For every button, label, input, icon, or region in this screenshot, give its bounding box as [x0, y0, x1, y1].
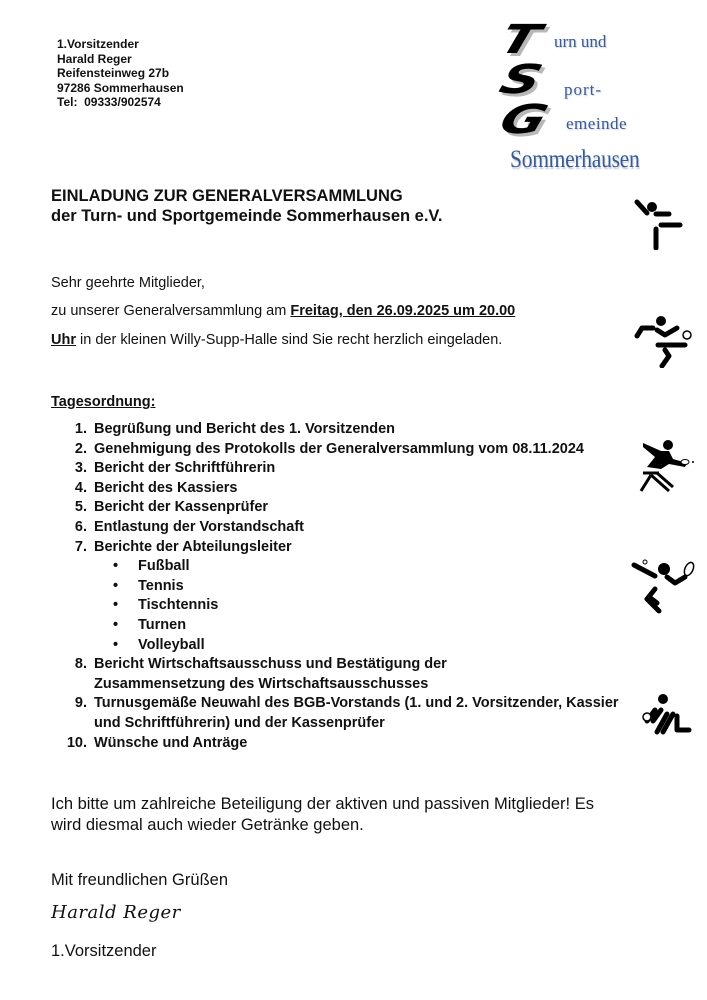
- logo-row-turn: [494, 17, 690, 63]
- agenda-item-number: 3.: [74, 460, 87, 477]
- department-name: Turnen: [138, 616, 187, 633]
- agenda-item: [51, 440, 621, 460]
- sender-phone: Tel: 09333/902574: [57, 95, 161, 110]
- department-item: [51, 636, 621, 656]
- agenda-item-text: Berichte der Abteilungsleiter: [94, 538, 292, 555]
- agenda-item-number: 4.: [74, 479, 87, 496]
- department-name: Volleyball: [138, 636, 205, 653]
- meeting-location: in der kleinen Willy-Supp-Halle sind Sie recht herzlich eingeladen.: [75, 332, 503, 348]
- department-name: Fußball: [138, 558, 190, 575]
- bullet: •: [113, 558, 119, 575]
- department-item: [51, 596, 621, 616]
- agenda-item-number: 8.: [74, 656, 87, 673]
- agenda-item-text: Turnusgemäße Neuwahl des BGB-Vorstands (1. und 2. Vorsitzender, Kassier und Schriftführerin) und der Kassenprüfer: [94, 695, 619, 731]
- agenda-item-text: Bericht der Schriftführerin: [94, 460, 276, 477]
- agenda-item-text: Bericht der Kassenprüfer: [94, 499, 269, 516]
- agenda-item: [51, 518, 621, 538]
- bullet: •: [113, 616, 119, 633]
- document-title: [51, 186, 443, 226]
- title-line-1: EINLADUNG ZUR GENERALVERSAMMLUNG: [51, 187, 403, 205]
- sender-name: Harald Reger: [57, 51, 132, 66]
- department-name: Tischtennis: [138, 597, 219, 614]
- sender-role: 1.Vorsitzender: [57, 37, 139, 51]
- agenda-item: [51, 459, 621, 479]
- club-logo: [494, 17, 690, 178]
- agenda-item-text: Bericht Wirtschaftsausschuss und Bestätigung der Zusammensetzung des Wirtschaftsausschusses: [94, 656, 447, 692]
- department-name: Tennis: [138, 577, 184, 594]
- meeting-time-suffix: Uhr: [51, 332, 76, 348]
- sender-city: 97286 Sommerhausen: [57, 80, 184, 95]
- closing-paragraph: Ich bitte um zahlreiche Beteiligung der aktiven und passiven Mitglieder! Es wird diesmal auch wieder Getränke geben.: [51, 795, 594, 834]
- invitation-line-1: [51, 303, 515, 319]
- title-line-2: der Turn- und Sportgemeinde Sommerhausen e.V.: [51, 207, 443, 225]
- agenda-item: [51, 734, 621, 754]
- invitation-text: zu unserer Generalversammlung am: [51, 303, 291, 319]
- invitation-line-2: [51, 332, 502, 348]
- agenda-item-text: Bericht des Kassiers: [94, 479, 238, 496]
- bullet: •: [113, 636, 119, 653]
- volleyball-icon: [625, 683, 695, 743]
- logo-row-gemeinde: [494, 97, 690, 143]
- regards: Mit freundlichen Grüßen: [51, 871, 228, 889]
- signer-role: 1.Vorsitzender: [51, 942, 157, 960]
- agenda-item: [51, 538, 621, 558]
- agenda-item-text: Wünsche und Anträge: [94, 734, 248, 751]
- sender-street: Reifensteinweg 27b: [57, 66, 170, 81]
- agenda-item-text: Begrüßung und Bericht des 1. Vorsitzenden: [94, 421, 396, 437]
- logo-text-sport: port-: [564, 80, 603, 99]
- agenda-item: [51, 498, 621, 518]
- tennis-icon: [625, 557, 695, 617]
- logo-initial-s: S: [494, 57, 547, 103]
- bullet: •: [113, 597, 119, 614]
- agenda-item: [51, 420, 621, 440]
- logo-row-sport: [494, 57, 690, 103]
- agenda-item-number: 7.: [74, 538, 87, 555]
- agenda-item-number: 6.: [74, 518, 87, 535]
- agenda-item-number: 1.: [74, 421, 87, 437]
- logo-text-turn: urn und: [554, 32, 607, 51]
- sender-address: [57, 37, 184, 110]
- agenda-item-number: 9.: [74, 695, 87, 712]
- agenda-item-number: 5.: [74, 499, 87, 516]
- agenda-item-text: Entlastung der Vorstandschaft: [94, 518, 305, 535]
- agenda-heading: Tagesordnung:: [51, 394, 156, 410]
- agenda-item: [51, 655, 621, 694]
- department-item: [51, 616, 621, 636]
- logo-town: Sommerhausen: [510, 146, 640, 173]
- agenda-item-number: 10.: [66, 734, 87, 751]
- logo-initial-g: G: [494, 97, 552, 143]
- signature: Harald Reger: [51, 902, 181, 923]
- agenda-item: [51, 479, 621, 499]
- agenda-item-number: 2.: [74, 440, 87, 457]
- department-item: [51, 577, 621, 597]
- gymnastics-icon: [625, 190, 695, 250]
- agenda-list: [51, 420, 621, 753]
- football-icon: [625, 308, 695, 368]
- agenda-item: [51, 694, 621, 733]
- greeting: Sehr geehrte Mitglieder,: [51, 275, 205, 291]
- table-tennis-icon: [625, 437, 695, 497]
- logo-text-gemeinde: emeinde: [566, 114, 628, 133]
- logo-initial-t: T: [494, 17, 545, 63]
- meeting-date: Freitag, den 26.09.2025 um 20.00: [290, 303, 516, 319]
- department-item: [51, 557, 621, 577]
- agenda-item-text: Genehmigung des Protokolls der Generalversammlung vom 08.11.2024: [94, 440, 584, 457]
- bullet: •: [113, 577, 119, 594]
